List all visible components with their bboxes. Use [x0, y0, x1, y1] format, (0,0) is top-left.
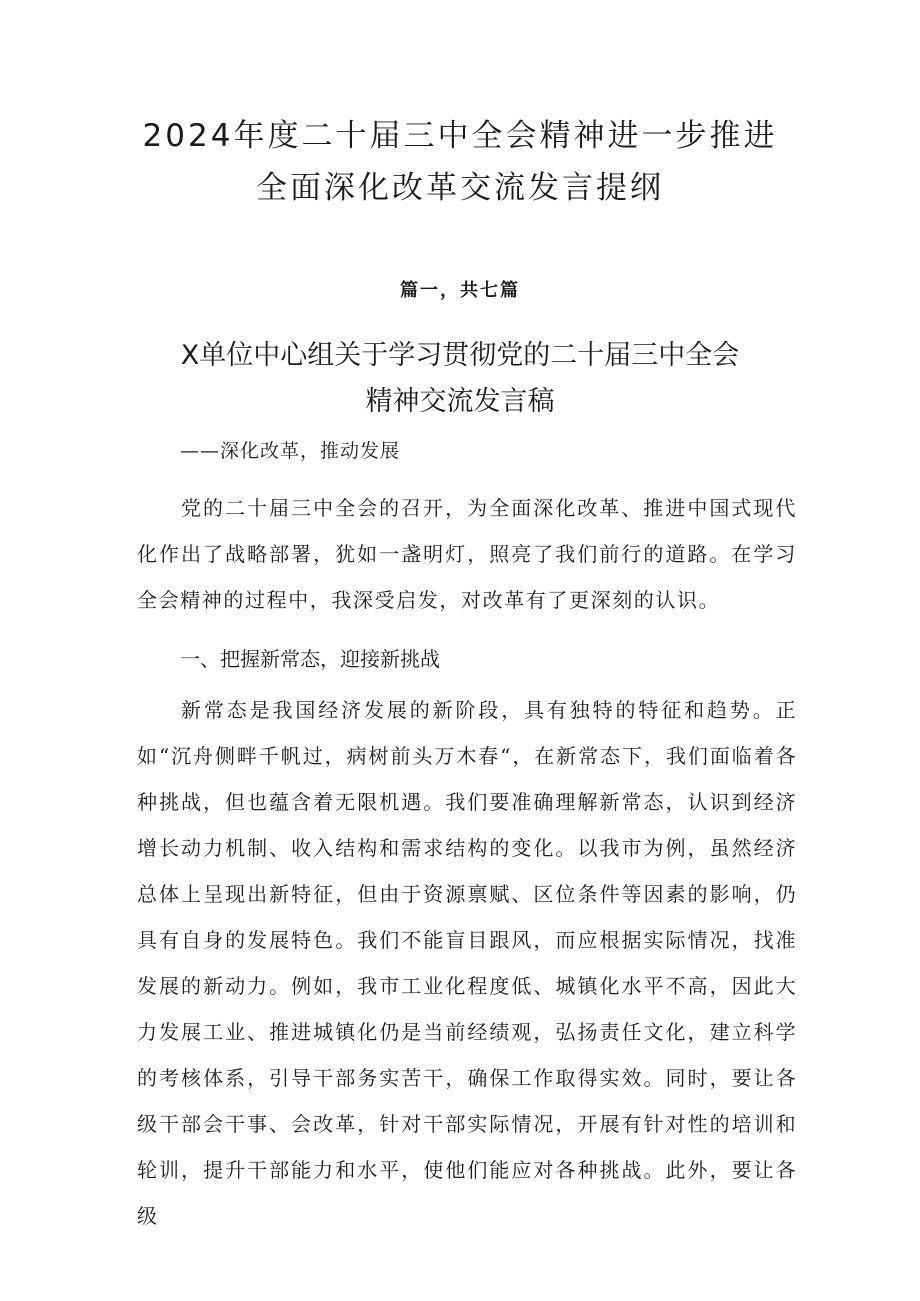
speech-title-line-1: X单位中心组关于学习贯彻党的二十届三中全会: [180, 340, 740, 371]
document-title-line-1: 2024年度二十届三中全会精神进一步推进: [142, 118, 778, 154]
document-title: [100, 110, 820, 214]
section-heading: 一、把握新常态，迎接新挑战: [180, 647, 440, 671]
speech-title: [100, 333, 820, 425]
speech-title-line-2: 精神交流发言稿: [365, 386, 555, 417]
speech-subtitle: ——深化改革，推动发展: [180, 440, 401, 462]
section-paragraph: 新常态是我国经济发展的新阶段，具有独特的特征和趋势。正如“沉舟侧畔千帆过，病树前头万木春“，在新常态下，我们面临着各种挑战，但也蕴含着无限机遇。我们要准确理解新常态，认识到经济增长动力机制、收入结构和需求结构的变化。以我市为例，虽然经济总体上呈现出新特征，但由于资源禀赋、区位条件等因素的影响，仍具有自身的发展特色。我们不能盲目跟风，而应根据实际情况，找准发展的新动力。例如，我市工业化程度低、城镇化水平不高，因此大力发展工业、推进城镇化仍是当前经绩观，弘扬责任文化，建立科学的考核体系，引导干部务实苦干，确保工作取得实效。同时，要让各级干部会干事、会改革，针对干部实际情况，开展有针对性的培训和轮训，提升干部能力和水平，使他们能应对各种挑战。此外，要让各级: [137, 698, 797, 1228]
document-title-line-2: 全面深化改革交流发言提纲: [256, 170, 664, 206]
intro-paragraph: 党的二十届三中全会的召开，为全面深化改革、推进中国式现代化作出了战略部署，犹如一盏明灯，照亮了我们前行的道路。在学习全会精神的过程中，我深受启发，对改革有了更深刻的认识。: [137, 496, 797, 612]
part-label: 篇一，共七篇: [400, 280, 520, 301]
